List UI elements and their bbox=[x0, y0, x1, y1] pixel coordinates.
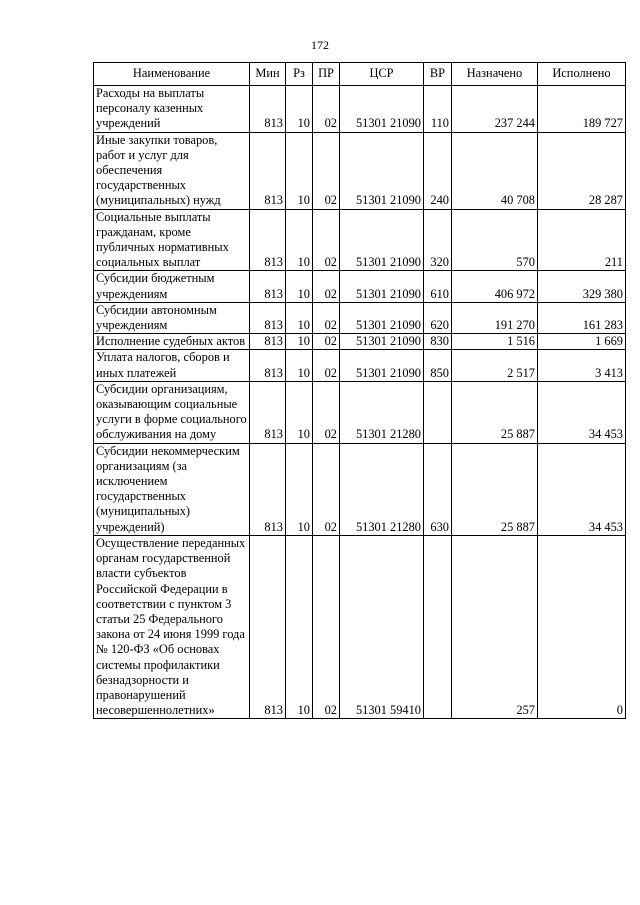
cell-min: 813 bbox=[250, 350, 286, 381]
cell-min: 813 bbox=[250, 443, 286, 535]
cell-min: 813 bbox=[250, 209, 286, 271]
table-row bbox=[94, 209, 626, 271]
cell-executed: 1 669 bbox=[538, 334, 626, 350]
budget-table bbox=[93, 62, 626, 719]
cell-rz: 10 bbox=[286, 535, 313, 718]
cell-name: Субсидии автономным учреждениям bbox=[94, 302, 250, 333]
cell-vr: 830 bbox=[424, 334, 452, 350]
header-assigned: Назначено bbox=[452, 63, 538, 86]
cell-min: 813 bbox=[250, 535, 286, 718]
cell-pr: 02 bbox=[313, 334, 340, 350]
header-executed: Исполнено bbox=[538, 63, 626, 86]
cell-csr: 51301 21280 bbox=[340, 381, 424, 443]
header-name: Наименование bbox=[94, 63, 250, 86]
cell-assigned: 1 516 bbox=[452, 334, 538, 350]
cell-assigned: 406 972 bbox=[452, 271, 538, 302]
cell-vr: 630 bbox=[424, 443, 452, 535]
cell-rz: 10 bbox=[286, 443, 313, 535]
cell-rz: 10 bbox=[286, 302, 313, 333]
cell-min: 813 bbox=[250, 132, 286, 209]
table-row bbox=[94, 535, 626, 718]
cell-rz: 10 bbox=[286, 271, 313, 302]
cell-executed: 3 413 bbox=[538, 350, 626, 381]
header-vr: ВР bbox=[424, 63, 452, 86]
cell-pr: 02 bbox=[313, 209, 340, 271]
cell-assigned: 2 517 bbox=[452, 350, 538, 381]
cell-min: 813 bbox=[250, 302, 286, 333]
table-header-row bbox=[94, 63, 626, 86]
cell-csr: 51301 21090 bbox=[340, 132, 424, 209]
cell-assigned: 40 708 bbox=[452, 132, 538, 209]
cell-vr: 620 bbox=[424, 302, 452, 333]
cell-csr: 51301 21090 bbox=[340, 302, 424, 333]
cell-csr: 51301 21090 bbox=[340, 86, 424, 133]
page-number: 172 bbox=[311, 38, 329, 52]
cell-executed: 211 bbox=[538, 209, 626, 271]
cell-assigned: 237 244 bbox=[452, 86, 538, 133]
cell-assigned: 25 887 bbox=[452, 381, 538, 443]
cell-pr: 02 bbox=[313, 132, 340, 209]
header-min: Мин bbox=[250, 63, 286, 86]
cell-name: Расходы на выплаты персоналу казенных учреждений bbox=[94, 86, 250, 133]
cell-name: Исполнение судебных актов bbox=[94, 334, 250, 350]
cell-name: Социальные выплаты гражданам, кроме публичных нормативных социальных выплат bbox=[94, 209, 250, 271]
cell-csr: 51301 21090 bbox=[340, 271, 424, 302]
cell-assigned: 191 270 bbox=[452, 302, 538, 333]
cell-pr: 02 bbox=[313, 443, 340, 535]
table-row bbox=[94, 86, 626, 133]
cell-rz: 10 bbox=[286, 334, 313, 350]
cell-pr: 02 bbox=[313, 86, 340, 133]
cell-name: Уплата налогов, сборов и иных платежей bbox=[94, 350, 250, 381]
cell-vr: 320 bbox=[424, 209, 452, 271]
header-pr: ПР bbox=[313, 63, 340, 86]
cell-executed: 0 bbox=[538, 535, 626, 718]
cell-min: 813 bbox=[250, 334, 286, 350]
table-row bbox=[94, 334, 626, 350]
cell-pr: 02 bbox=[313, 350, 340, 381]
cell-rz: 10 bbox=[286, 350, 313, 381]
cell-vr: 850 bbox=[424, 350, 452, 381]
header-rz: Рз bbox=[286, 63, 313, 86]
table-row bbox=[94, 271, 626, 302]
cell-name: Субсидии некоммерческим организациям (за исключением государственных (муниципальных) учреждений) bbox=[94, 443, 250, 535]
cell-executed: 329 380 bbox=[538, 271, 626, 302]
cell-rz: 10 bbox=[286, 86, 313, 133]
cell-rz: 10 bbox=[286, 132, 313, 209]
cell-assigned: 570 bbox=[452, 209, 538, 271]
cell-min: 813 bbox=[250, 271, 286, 302]
table-row bbox=[94, 302, 626, 333]
cell-vr bbox=[424, 381, 452, 443]
cell-vr: 240 bbox=[424, 132, 452, 209]
cell-executed: 34 453 bbox=[538, 381, 626, 443]
cell-csr: 51301 21090 bbox=[340, 350, 424, 381]
cell-rz: 10 bbox=[286, 381, 313, 443]
cell-pr: 02 bbox=[313, 535, 340, 718]
table-row bbox=[94, 350, 626, 381]
table-row bbox=[94, 443, 626, 535]
cell-vr bbox=[424, 535, 452, 718]
cell-executed: 34 453 bbox=[538, 443, 626, 535]
cell-csr: 51301 59410 bbox=[340, 535, 424, 718]
cell-pr: 02 bbox=[313, 302, 340, 333]
cell-name: Субсидии организациям, оказывающим социальные услуги в форме социального обслуживания на дому bbox=[94, 381, 250, 443]
cell-pr: 02 bbox=[313, 271, 340, 302]
cell-name: Иные закупки товаров, работ и услуг для обеспечения государственных (муниципальных) нужд bbox=[94, 132, 250, 209]
cell-assigned: 25 887 bbox=[452, 443, 538, 535]
cell-assigned: 257 bbox=[452, 535, 538, 718]
table-row bbox=[94, 132, 626, 209]
cell-pr: 02 bbox=[313, 381, 340, 443]
cell-vr: 610 bbox=[424, 271, 452, 302]
cell-csr: 51301 21090 bbox=[340, 334, 424, 350]
cell-min: 813 bbox=[250, 86, 286, 133]
cell-executed: 189 727 bbox=[538, 86, 626, 133]
cell-min: 813 bbox=[250, 381, 286, 443]
cell-csr: 51301 21280 bbox=[340, 443, 424, 535]
cell-csr: 51301 21090 bbox=[340, 209, 424, 271]
cell-executed: 161 283 bbox=[538, 302, 626, 333]
cell-rz: 10 bbox=[286, 209, 313, 271]
table-row bbox=[94, 381, 626, 443]
header-csr: ЦСР bbox=[340, 63, 424, 86]
cell-vr: 110 bbox=[424, 86, 452, 133]
cell-name: Субсидии бюджетным учреждениям bbox=[94, 271, 250, 302]
cell-name: Осуществление переданных органам государственной власти субъектов Российской Федерации в соответствии с пунктом 3 статьи 25 Федерального закона от 24 июня 1999 года № 120-ФЗ «Об основах системы профилактики безнадзорности и правонарушений несовершеннолетних» bbox=[94, 535, 250, 718]
cell-executed: 28 287 bbox=[538, 132, 626, 209]
